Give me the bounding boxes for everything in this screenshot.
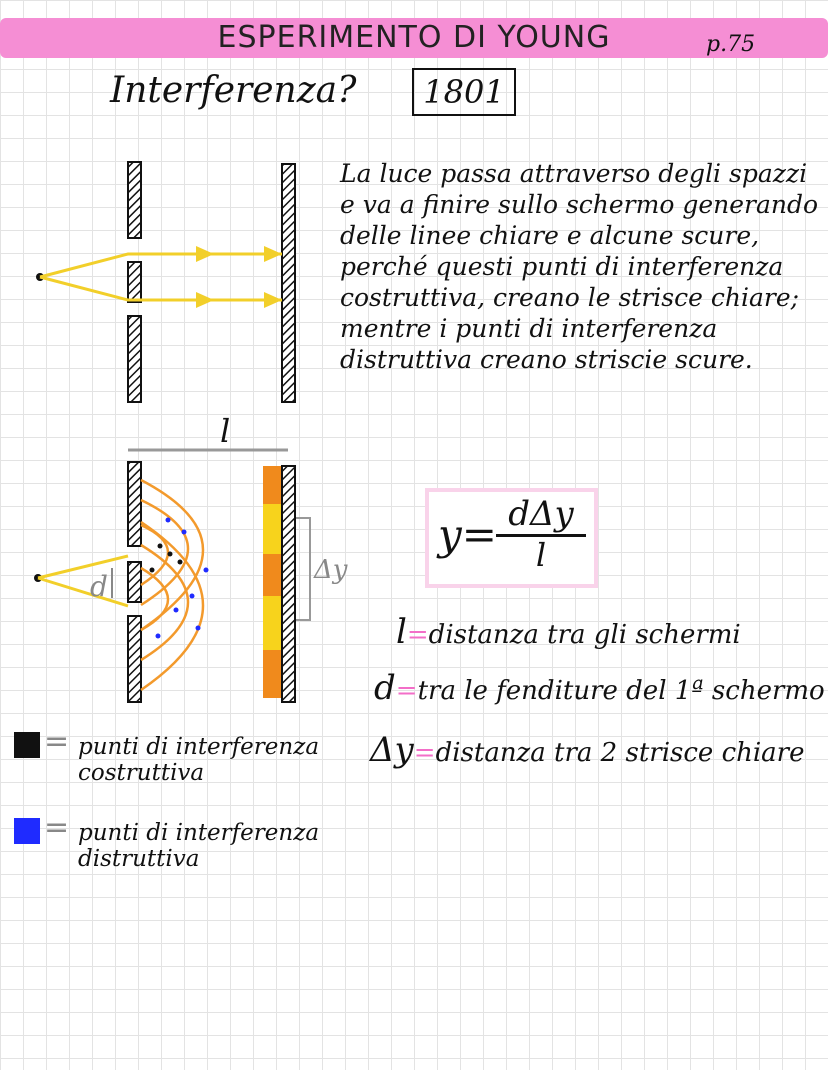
page-title: ESPERIMENTO DI YOUNG [217,20,611,55]
fringe-stripes [263,466,281,698]
slit-screen-top-1 [128,162,141,238]
subtitle-question: Interferenza? [110,70,357,111]
definition-equals: = [406,620,429,650]
definition-symbol: Δy [370,730,414,770]
slit-screen-bottom-3 [128,616,141,702]
delta-bracket [296,518,310,620]
legend-swatch-constructive [14,732,40,758]
legend-line1: punti di interferenza [78,820,320,846]
formula-fraction [496,494,586,573]
definition-equals: = [413,738,436,768]
projection-screen-top [282,164,295,402]
legend-equals: = [44,724,70,759]
legend-constructive [78,734,319,786]
formula-lhs: y= [438,510,497,559]
legend-line1: punti di interferenza [78,734,320,760]
legend-swatch-destructive [14,818,40,844]
definition-delta-y [370,730,805,770]
legend-destructive [78,820,319,872]
delta-label: Δy [314,555,348,585]
slit-screen-top-2 [128,262,141,302]
year-box: 1801 [412,68,516,116]
definition-text: tra le fenditure del 1ª schermo [417,676,825,706]
definition-equals: = [395,676,418,706]
definition-text: distanza tra gli schermi [428,620,741,650]
wave-fronts [141,480,203,690]
bottom-diagram [34,462,348,702]
definition-d [374,668,825,708]
length-label: l [220,412,231,450]
formula-denominator: l [535,536,547,574]
slit-screen-bottom-2 [128,562,141,602]
light-rays-bottom [38,556,128,606]
slit-label: d [90,570,108,603]
slit-screen-top-3 [128,316,141,402]
light-rays-top [40,254,282,300]
slit-screen-bottom-1 [128,462,141,546]
legend-line2: distruttiva [78,846,200,872]
legend-equals: = [44,810,70,845]
definition-l [396,612,741,652]
double-slit-diagrams [0,150,360,720]
definition-text: distanza tra 2 strisce chiare [435,738,805,768]
projection-screen-bottom [282,466,295,702]
formula-numerator: dΔy [496,494,586,537]
definition-symbol: l [396,612,407,652]
page-number: p.75 [706,32,756,57]
legend-line2: costruttiva [78,760,205,786]
top-diagram [36,162,295,402]
definition-symbol: d [374,668,396,708]
explanation-paragraph: La luce passa attraverso degli spazzi e va a finire sullo schermo generando delle linee chiare e alcune scure, perché questi punti di interferenza costruttiva, creano le strisce chiare; mentre i punti di interferenza distruttiva creano striscie scure. [340,159,819,374]
